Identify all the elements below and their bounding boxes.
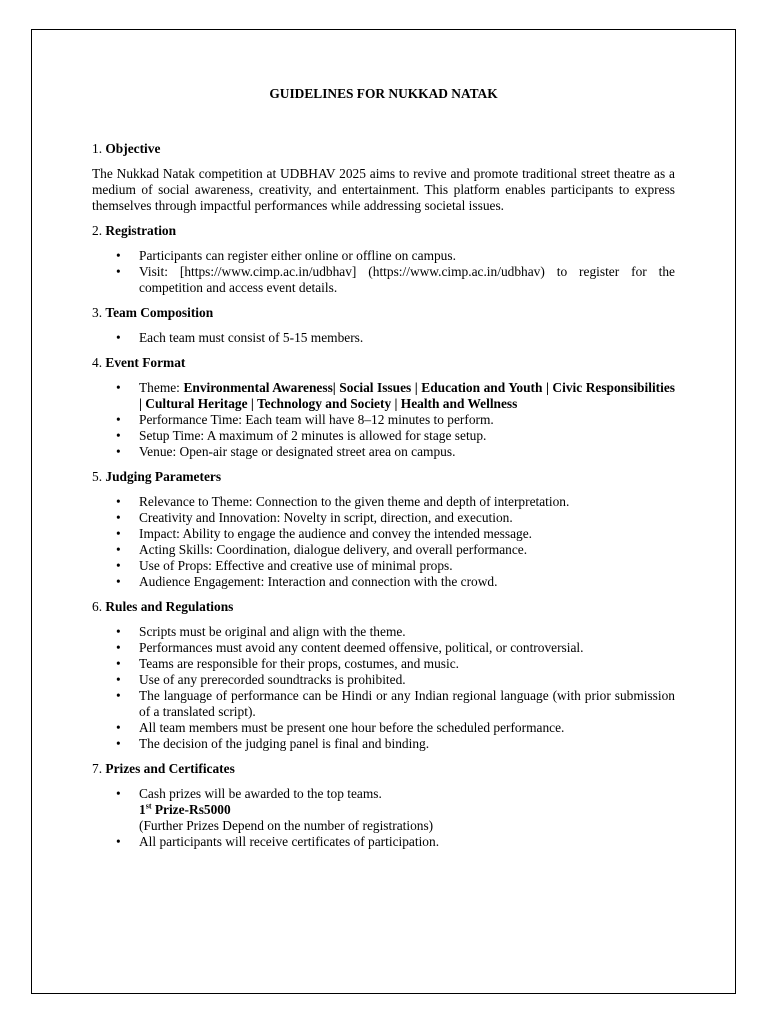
section-title: Rules and Regulations — [105, 599, 234, 614]
list-item: • Relevance to Theme: Connection to the given theme and depth of interpretation. — [92, 494, 675, 510]
list-item: • Acting Skills: Coordination, dialogue delivery, and overall performance. — [92, 542, 675, 558]
objective-paragraph: The Nukkad Natak competition at UDBHAV 2025 aims to revive and promote traditional street theatre as a medium of social awareness, creativity, and entertainment. This platform enables participants to express themselves through impactful performances while addressing societal issues. — [92, 166, 675, 213]
section-number: 7. — [92, 761, 106, 776]
document-body — [92, 86, 675, 859]
prizes-list — [92, 786, 675, 850]
list-item: • Venue: Open-air stage or designated street area on campus. — [92, 444, 675, 460]
section-title: Team Composition — [105, 305, 214, 320]
section-number: 3. — [92, 305, 106, 320]
cash-prize-line: • Cash prizes will be awarded to the top teams. — [139, 786, 382, 801]
judging-list — [92, 494, 675, 590]
section-title: Event Format — [105, 355, 186, 370]
section-title: Objective — [105, 141, 161, 156]
list-item: • Teams are responsible for their props, costumes, and music. — [92, 656, 675, 672]
section-number: 5. — [92, 469, 106, 484]
section-objective-heading — [92, 141, 675, 157]
section-format-heading — [92, 355, 675, 371]
list-item: • All team members must be present one hour before the scheduled performance. — [92, 720, 675, 736]
list-item: • Each team must consist of 5-15 members. — [92, 330, 675, 346]
section-team-heading — [92, 305, 675, 321]
list-item: • Scripts must be original and align with the theme. — [92, 624, 675, 640]
theme-label: Theme: — [139, 380, 184, 395]
list-item-cash-prizes — [92, 786, 675, 834]
section-judging-heading — [92, 469, 675, 485]
list-item-theme — [92, 380, 675, 412]
list-item: • Impact: Ability to engage the audience and convey the intended message. — [92, 526, 675, 542]
section-registration-heading — [92, 223, 675, 239]
section-title: Judging Parameters — [105, 469, 222, 484]
section-title: Registration — [105, 223, 177, 238]
first-prize-suffix: st — [145, 801, 152, 811]
first-prize-line — [139, 802, 675, 818]
first-prize-number: 1 — [139, 802, 146, 817]
list-item: • The decision of the judging panel is final and binding. — [92, 736, 675, 752]
section-number: 6. — [92, 599, 106, 614]
section-title: Prizes and Certificates — [105, 761, 235, 776]
registration-list — [92, 248, 675, 296]
theme-value: Environmental Awareness| Social Issues | Education and Youth | Civic Responsibilities | Cultural Heritage | Technology and Society | Health and Wellness — [139, 380, 676, 411]
list-item: • Visit: [https://www.cimp.ac.in/udbhav] (https://www.cimp.ac.in/udbhav) to register for the competition and access event details. — [92, 264, 675, 296]
list-item: • Use of Props: Effective and creative use of minimal props. — [92, 558, 675, 574]
rules-list — [92, 624, 675, 752]
list-item: • Performance Time: Each team will have 8–12 minutes to perform. — [92, 412, 675, 428]
list-item: • Performances must avoid any content deemed offensive, political, or controversial. — [92, 640, 675, 656]
list-item: • Participants can register either online or offline on campus. — [92, 248, 675, 264]
list-item: • All participants will receive certificates of participation. — [92, 834, 675, 850]
section-number: 1. — [92, 141, 106, 156]
list-item: • The language of performance can be Hindi or any Indian regional language (with prior submission of a translated script). — [92, 688, 675, 720]
format-list — [92, 380, 675, 460]
list-item: • Setup Time: A maximum of 2 minutes is allowed for stage setup. — [92, 428, 675, 444]
document-title: GUIDELINES FOR NUKKAD NATAK — [269, 86, 498, 101]
section-number: 4. — [92, 355, 106, 370]
list-item: • Creativity and Innovation: Novelty in script, direction, and execution. — [92, 510, 675, 526]
section-prizes-heading — [92, 761, 675, 777]
team-list — [92, 330, 675, 346]
further-prizes-note: (Further Prizes Depend on the number of registrations) — [139, 818, 434, 833]
section-number: 2. — [92, 223, 106, 238]
first-prize-text: Prize-Rs5000 — [151, 802, 231, 817]
list-item: • Audience Engagement: Interaction and connection with the crowd. — [92, 574, 675, 590]
list-item: • Use of any prerecorded soundtracks is prohibited. — [92, 672, 675, 688]
section-rules-heading — [92, 599, 675, 615]
